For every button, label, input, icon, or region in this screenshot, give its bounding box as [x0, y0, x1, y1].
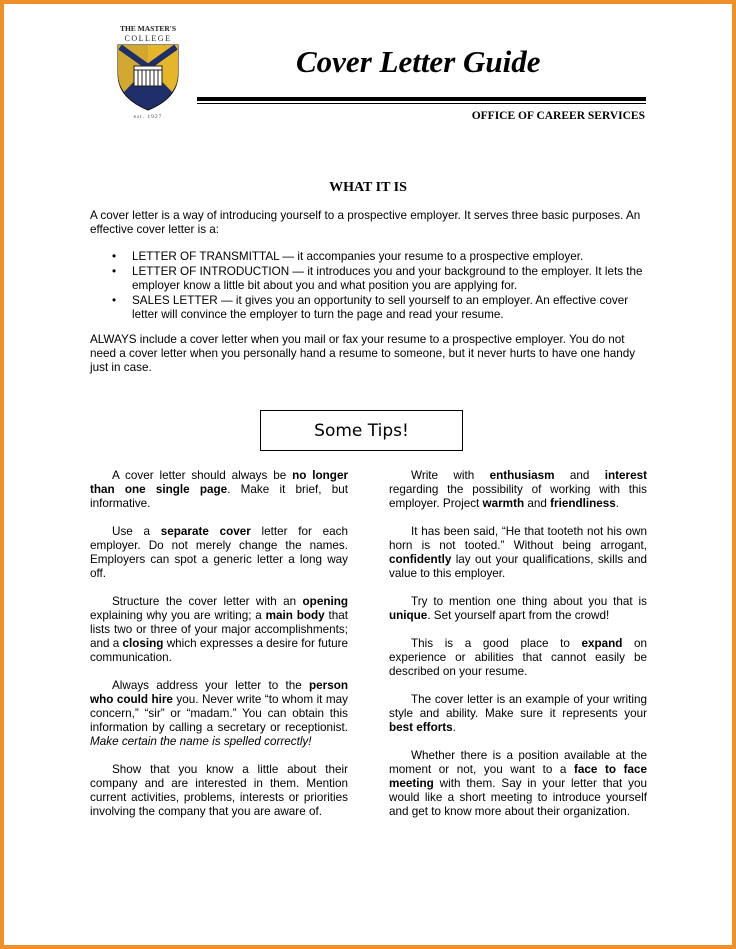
tips-label: Some Tips!	[314, 420, 409, 441]
tip-paragraph: Structure the cover letter with an opening explaining why you are writing; a main body that lists two or three of your major accomplishments; and a closing which expresses a desire for future communication.	[90, 595, 348, 664]
logo-name-line1: THE MASTER'S	[119, 24, 177, 33]
title-divider-thin	[197, 103, 646, 104]
logo-established: est. 1927	[133, 114, 163, 120]
college-crest-icon	[112, 22, 184, 122]
always-paragraph: ALWAYS include a cover letter when you mail or fax your resume to a prospective employer. You do not need a cover letter when you personally hand a resume to someone, but it never hurts to have one handy just in case.	[90, 333, 636, 374]
intro-paragraph: A cover letter is a way of introducing yourself to a prospective employer. It serves three basic purposes. An effective cover letter is a:	[90, 209, 641, 236]
list-item-text: SALES LETTER — it gives you an opportunity to sell yourself to an employer. An effective cover letter will convince the employer to turn the page and read your resume.	[132, 294, 629, 321]
tip-paragraph: Show that you know a little about their company and are interested in them. Mention current activities, problems, interests or priorities involving the company that you are aware of.	[90, 763, 348, 818]
document-title: Cover Letter Guide	[296, 44, 541, 79]
tip-paragraph: Write with enthusiasm and interest regarding the possibility of working with this employer. Project warmth and friendliness.	[389, 469, 647, 510]
tip-paragraph: Use a separate cover letter for each employer. Do not merely change the names. Employers can spot a generic letter a long way off.	[90, 525, 348, 580]
list-item	[90, 250, 650, 264]
tips-column-left	[90, 469, 348, 833]
tips-label-box	[260, 410, 463, 451]
list-item-text: LETTER OF INTRODUCTION — it introduces you and your background to the employer. It lets the employer know a little bit about you and what position you are applying for.	[132, 265, 643, 292]
tip-paragraph: Try to mention one thing about you that is unique. Set yourself apart from the crowd!	[389, 595, 647, 622]
section-heading: WHAT IT IS	[329, 180, 407, 195]
tip-paragraph: This is a good place to expand on experience or abilities that cannot easily be described on your resume.	[389, 637, 647, 678]
tip-paragraph: Whether there is a position available at the moment or not, you want to a face to face meeting with them. Say in your letter that you would like a short meeting to introduce yourself and get to know more about their organization.	[389, 749, 647, 818]
list-item	[90, 265, 650, 293]
tip-paragraph: A cover letter should always be no longer than one single page. Make it brief, but informative.	[90, 469, 348, 510]
logo-name-line2: COLLEGE	[124, 34, 172, 43]
list-item-text: LETTER OF TRANSMITTAL — it accompanies your resume to a prospective employer.	[132, 250, 584, 263]
bullet-icon: •	[112, 294, 117, 307]
college-logo	[112, 22, 184, 122]
title-divider-thick	[197, 97, 646, 101]
list-item	[90, 294, 650, 322]
bullet-icon: •	[112, 265, 117, 278]
purpose-list	[90, 250, 650, 323]
tip-paragraph: Always address your letter to the person who could hire you. Never write “to whom it may concern,” “sir” or “madam.” You can obtain this information by calling a secretary or receptionist. Make certain the name is spelled correctly!	[90, 679, 348, 748]
tip-paragraph: The cover letter is an example of your writing style and ability. Make sure it represents your best efforts.	[389, 693, 647, 734]
office-name: OFFICE OF CAREER SERVICES	[471, 110, 645, 122]
bullet-icon: •	[112, 250, 117, 263]
tip-paragraph: It has been said, “He that tooteth not his own horn is not tooted.” Without being arrogant, confidently lay out your qualifications, skills and value to this employer.	[389, 525, 647, 580]
tips-column-right	[389, 469, 647, 833]
